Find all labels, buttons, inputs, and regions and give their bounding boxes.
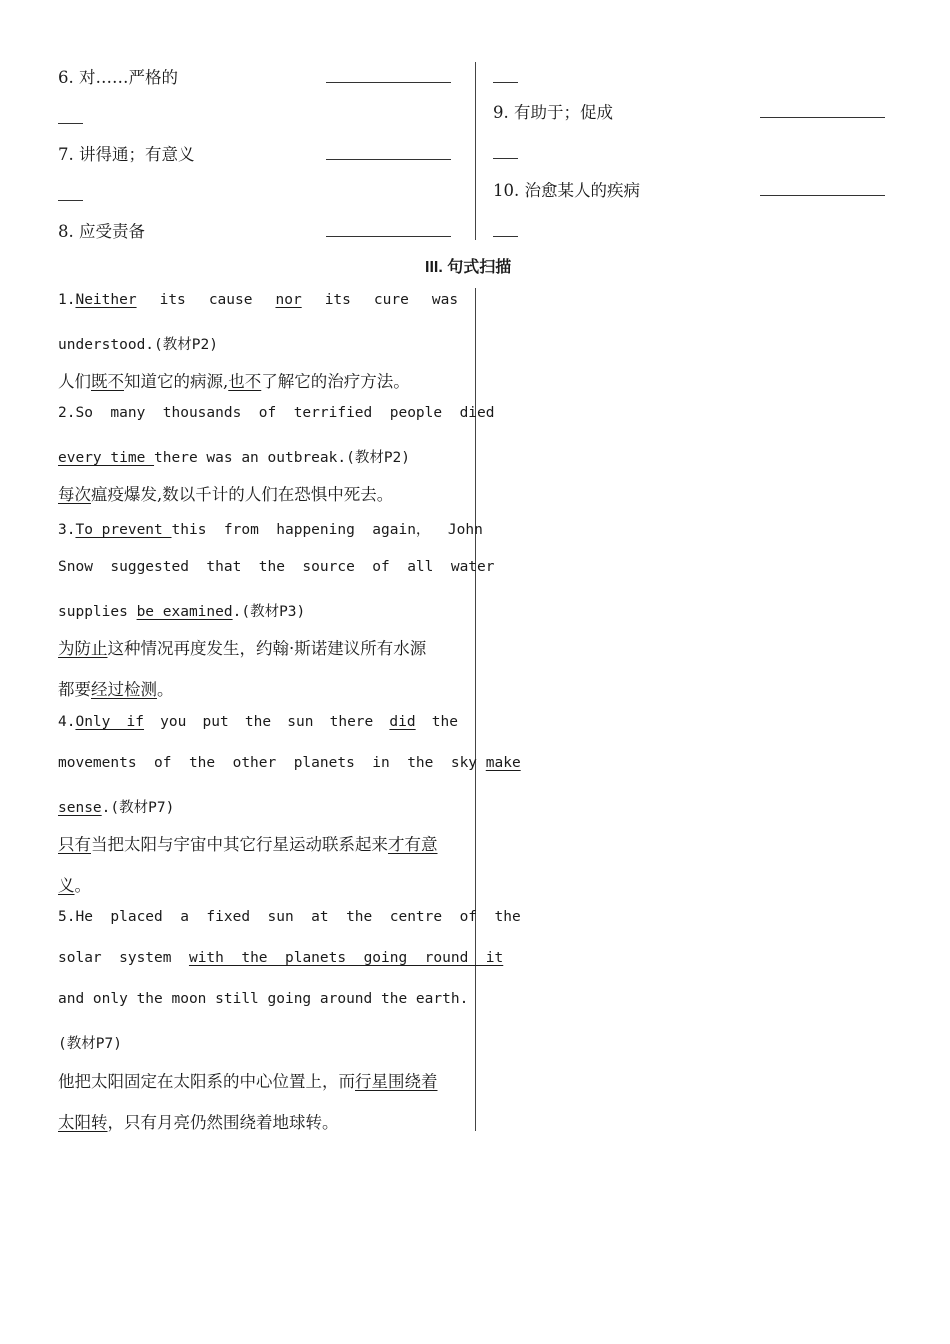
answer-blank-10[interactable]: [760, 195, 885, 196]
sentence-2-translation: 每次瘟疫爆发,数以千计的人们在恐惧中死去。: [58, 485, 394, 504]
vocab-item-7: 7. 讲得通；有意义: [58, 145, 195, 164]
sentence-3-line-3: supplies be examined.(教材P3): [58, 604, 306, 620]
sentence-5-translation-1: 他把太阳固定在太阳系的中心位置上，而行星围绕着: [58, 1072, 438, 1091]
sentence-3-line-2: Snow suggested that the source of all water: [58, 559, 495, 575]
sentence-5-translation-2: 太阳转，只有月亮仍然围绕着地球转。: [58, 1113, 339, 1132]
sentence-4-translation-2: 义。: [58, 876, 91, 895]
sentence-2-line-2: every time there was an outbreak.(教材P2): [58, 450, 411, 466]
vocab-item-10: 10. 治愈某人的疾病: [493, 181, 640, 200]
sentence-5-line-2: solar system with the planets going round it: [58, 950, 504, 966]
section-heading: III. 句式扫描: [425, 259, 512, 276]
sentence-2-line-1: 2.So many thousands of terrified people died: [58, 405, 495, 421]
vocab-item-6: 6. 对……严格的: [58, 68, 178, 87]
sentence-3-translation-2: 都要经过检测。: [58, 680, 174, 699]
sentence-4-line-1: 4.Only if you put the sun there did the: [58, 714, 458, 730]
sentence-3-line-1: 3.To prevent this from happening again， John: [58, 522, 483, 538]
answer-blank-7-cont[interactable]: [58, 200, 83, 201]
sentence-5-line-1: 5.He placed a fixed sun at the centre of the: [58, 909, 521, 925]
sentence-4-line-3: sense.(教材P7): [58, 800, 175, 816]
sentence-4-line-2: movements of the other planets in the sky make: [58, 755, 521, 771]
column-divider-top: [475, 62, 476, 240]
answer-blank-8-cont[interactable]: [493, 82, 518, 83]
answer-blank-7[interactable]: [326, 159, 451, 160]
answer-blank-6-cont[interactable]: [58, 123, 83, 124]
answer-blank-6[interactable]: [326, 82, 451, 83]
sentence-5-line-4: (教材P7): [58, 1036, 122, 1052]
answer-blank-9-cont[interactable]: [493, 158, 518, 159]
sentence-5-line-3: and only the moon still going around the earth.: [58, 991, 469, 1007]
sentence-4-translation-1: 只有当把太阳与宇宙中其它行星运动联系起来才有意: [58, 835, 438, 854]
sentence-1-line-1: 1.Neither its cause nor its cure was: [58, 292, 459, 308]
sentence-1-translation: 人们既不知道它的病源,也不了解它的治疗方法。: [58, 372, 410, 391]
answer-blank-8[interactable]: [326, 236, 451, 237]
sentence-1-line-2: understood.(教材P2): [58, 337, 218, 353]
answer-blank-10-cont[interactable]: [493, 236, 518, 237]
sentence-3-translation-1: 为防止这种情况再度发生，约翰·斯诺建议所有水源: [58, 639, 427, 658]
vocab-item-9: 9. 有助于；促成: [493, 103, 613, 122]
answer-blank-9[interactable]: [760, 117, 885, 118]
vocab-item-8: 8. 应受责备: [58, 222, 145, 241]
